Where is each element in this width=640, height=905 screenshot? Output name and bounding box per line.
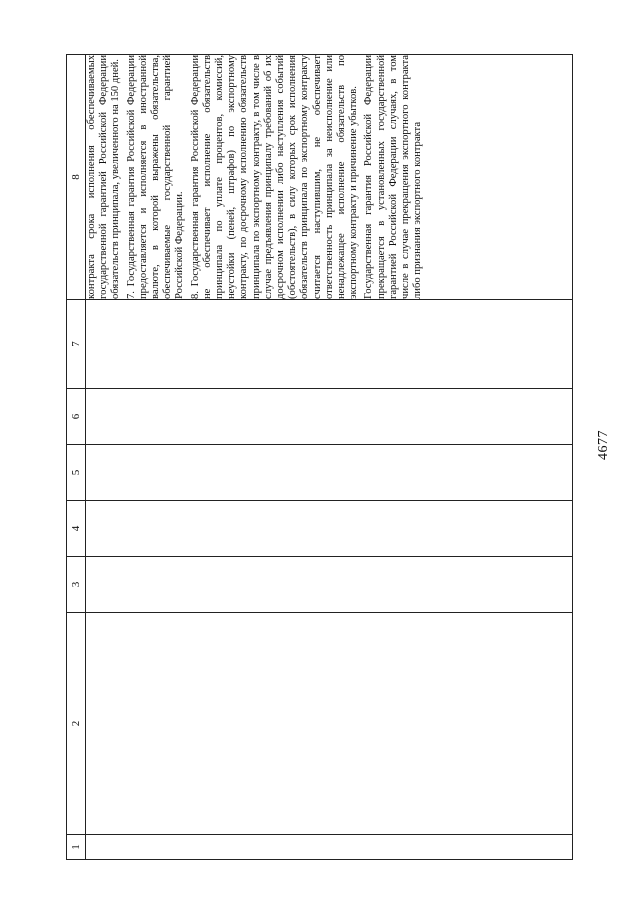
cell-col-5: [86, 445, 573, 501]
cell-col-6: [86, 389, 573, 445]
paragraph-clause-7: 7. Государственная гарантия Российской Федерации предоставляется и исполняется в иностранной валюте, в которой выражены обязательства, обеспечиваемые государственной гарантией Российской Федерации.: [125, 55, 186, 299]
cell-col-2: [86, 613, 573, 835]
cell-col-8: [86, 55, 573, 300]
page-number: 4677: [596, 430, 611, 460]
column-header-4: 4: [67, 501, 86, 557]
document-table: [66, 54, 573, 860]
cell-col-3: [86, 557, 573, 613]
table-header-row: [67, 55, 86, 860]
column-header-7: 7: [67, 300, 86, 389]
column-header-3: 3: [67, 557, 86, 613]
paragraph-clause-8: 8. Государственная гарантия Российской Федерации не обеспечивает исполнение обязательств принципала по уплате процентов, комиссий, неустойки (пеней, штрафов) по экспортному контракту, по досрочному исполнению обязательств принципала по экспортному контракту, в том числе в случае предъявления принципалу требований об их досрочном исполнении либо наступления событий (обстоятельств), в силу которых срок исполнения обязательств принципала по экспортному контракту считается наступившим, не обеспечивает ответственность принципала за неисполнение или ненадлежащее исполнение обязательств по экспортному контракту и причинение убытков.: [189, 55, 360, 299]
cell-col-1: [86, 835, 573, 860]
table-body-row: [86, 55, 573, 860]
cell-col-4: [86, 501, 573, 557]
column-header-8: 8: [67, 55, 86, 300]
column-header-2: 2: [67, 613, 86, 835]
paragraph-termination: Государственная гарантия Российской Федерации прекращается в установленных государственной гарантией Российской Федерации случаях, в том числе в случае прекращения экспортного контракта либо признания экспортного контракта: [363, 55, 424, 299]
column-header-5: 5: [67, 445, 86, 501]
paragraph-term-continuation: контракта срока исполнения обеспечиваемых государственной гарантией Российской Федерации обязательств принципала, увеличенного на 150 дней.: [86, 55, 122, 299]
cell-col-7: [86, 300, 573, 389]
column-header-1: 1: [67, 835, 86, 860]
column-header-6: 6: [67, 389, 86, 445]
